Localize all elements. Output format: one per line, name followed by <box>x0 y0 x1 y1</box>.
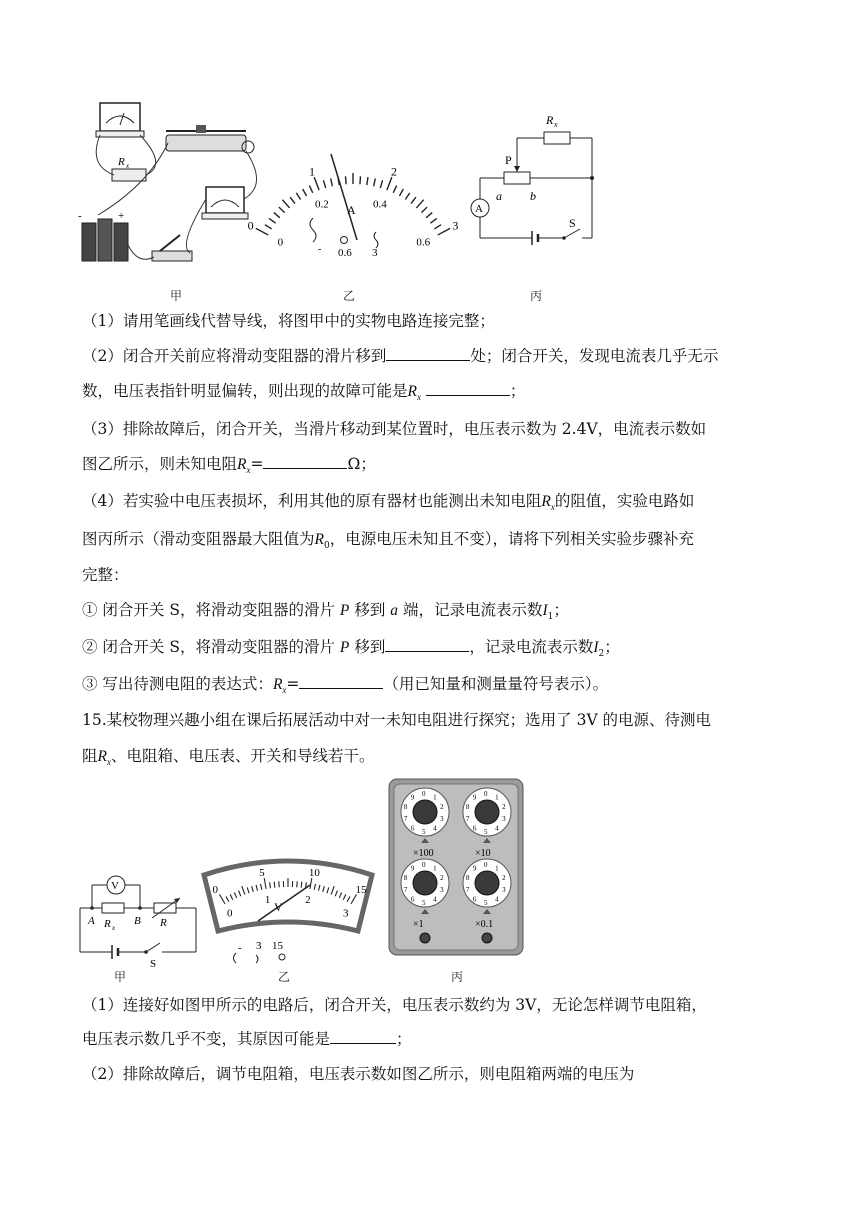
svg-text:x: x <box>554 120 558 129</box>
dial-tick <box>265 225 272 229</box>
dial-digit: 1 <box>495 864 499 873</box>
lower-scale-label: 0.4 <box>372 198 387 211</box>
lower-scale-label: 3 <box>343 907 349 920</box>
dial-digit: 9 <box>472 793 477 802</box>
dial-digit: 0 <box>484 861 488 869</box>
svg-text:x: x <box>112 924 116 932</box>
upper-scale-label: 1 <box>309 164 316 179</box>
lower-scale-label: 2 <box>305 893 311 906</box>
lower-scale-label: 0.6 <box>416 236 431 249</box>
multiplier-label: ×10 <box>475 848 491 859</box>
dial-digit: 8 <box>403 874 408 883</box>
dial-tick <box>374 178 376 186</box>
dial-tick <box>411 197 416 203</box>
terminal-label: 3 <box>372 247 378 259</box>
dial-tick <box>274 882 275 888</box>
photo-rx-label: R <box>118 156 125 168</box>
dial-tick <box>296 193 300 200</box>
dial-digit: 6 <box>410 824 415 833</box>
upper-scale-label: 10 <box>308 867 320 880</box>
figure-bottom-yi-voltmeter <box>198 853 378 965</box>
caption-bottom-bing: 丙 <box>451 970 464 984</box>
terminal-3 <box>256 955 258 963</box>
svg-text:b: b <box>530 189 536 203</box>
q15-stem-line1: 15.某校物理兴趣小组在课后拓展活动中对一未知电阻进行探究；选用了 3V 的电源、待测电 <box>82 711 712 729</box>
q14-step1: ① 闭合开关 S，将滑动变阻器的滑片 P 移到 a 端，记录电流表示数$I_1$； <box>82 601 569 623</box>
terminal-post <box>482 933 492 943</box>
terminal-label: 0.6 <box>338 247 352 259</box>
q14-step2: ② 闭合开关 S，将滑动变阻器的滑片 P 移到 ，记录电流表示数$I_2$； <box>82 638 620 660</box>
dial-tick <box>303 189 307 196</box>
dial-knob <box>475 871 499 895</box>
terminal-negative <box>310 218 316 242</box>
svg-text:-: - <box>78 210 82 222</box>
dial-tick <box>323 180 325 188</box>
dial-tick <box>434 225 441 229</box>
dial-digit: 0 <box>422 861 426 869</box>
terminal-3 <box>374 232 378 248</box>
dial-knob <box>475 800 499 824</box>
q14-part2-line2: 数，电压表指针明显偏转，则出现的故障可能是$R_x$ ； <box>82 382 526 403</box>
dial-tick <box>360 176 361 184</box>
dial-digit: 7 <box>403 885 408 894</box>
dial-digit: 4 <box>495 824 499 833</box>
svg-text:P: P <box>505 153 512 167</box>
dial-digit: 3 <box>502 814 506 823</box>
dial-digit: 6 <box>472 895 477 904</box>
dial-digit: 7 <box>403 814 408 823</box>
upper-scale-label: 0 <box>212 884 218 897</box>
dial-tick <box>274 213 280 218</box>
dial-tick <box>393 186 396 193</box>
dial-digit: 9 <box>472 864 477 873</box>
dial-digit: 0 <box>484 790 488 798</box>
dial-digit: 3 <box>440 885 444 894</box>
dial-digit: 1 <box>433 793 437 802</box>
figure-top-jia <box>78 95 278 275</box>
dial-unit: A <box>347 203 356 217</box>
dial-tick <box>301 882 302 888</box>
dial-digit: 8 <box>403 803 408 812</box>
q14-step3: ③ 写出待测电阻的表达式：$R_x=$ （用已知量和测量量符号表示）。 <box>82 675 609 696</box>
q15-stem-line2: 阻$R_x$、电阻箱、电压表、开关和导线若干。 <box>82 747 375 768</box>
svg-text:x: x <box>126 162 130 170</box>
dial-tick <box>405 193 409 200</box>
dial-tick <box>282 200 289 208</box>
svg-text:B: B <box>134 915 141 927</box>
lower-scale-label: 0 <box>277 236 284 249</box>
dial-tick <box>279 207 285 213</box>
figure-top-bing-circuit <box>460 108 610 253</box>
dial-knob <box>413 800 437 824</box>
dial-digit: 4 <box>433 895 437 904</box>
dial-tick <box>430 218 436 223</box>
terminal-0-6 <box>341 237 348 244</box>
terminal-negative <box>234 953 237 963</box>
caption-top-bing: 丙 <box>530 289 543 303</box>
q14-part4-line1: （4）若实验中电压表损坏，利用其他的原有器材也能测出未知电阻$R_x$的阻值，实验电路如 <box>82 492 695 513</box>
dial-digit: 2 <box>502 874 506 883</box>
dial-tick <box>346 176 347 184</box>
terminal-post <box>420 933 430 943</box>
lower-scale-label: 0 <box>227 907 233 920</box>
q14-part3-line2: 图乙所示，则未知电阻$R_x= \Omega$； <box>82 455 376 476</box>
dial-tick <box>367 177 368 185</box>
dial-digit: 5 <box>422 899 426 907</box>
dial-tick <box>256 228 268 235</box>
terminal-label: 3 <box>256 940 262 952</box>
dial-knob <box>413 871 437 895</box>
svg-text:A: A <box>475 203 483 215</box>
upper-scale-label: 3 <box>452 218 459 233</box>
multiplier-label: ×1 <box>413 919 424 930</box>
lower-scale-label: 0.2 <box>315 198 329 211</box>
dial-digit: 9 <box>410 864 415 873</box>
caption-top-yi: 乙 <box>343 289 356 303</box>
q15-part1-line2: 电压表示数几乎不变，其原因可能是 ； <box>82 1030 412 1048</box>
q15-part2: （2）排除故障后，调节电阻箱，电压表示数如图乙所示，则电阻箱两端的电压为 <box>82 1065 635 1083</box>
svg-text:R: R <box>104 918 111 930</box>
caption-bottom-jia: 甲 <box>114 970 127 984</box>
dial-digit: 2 <box>502 803 506 812</box>
svg-text:R: R <box>546 113 554 127</box>
dial-tick <box>331 178 333 186</box>
terminal-label: - <box>318 244 322 255</box>
svg-text:A: A <box>88 915 95 927</box>
dial-digit: 3 <box>440 814 444 823</box>
dial-digit: 1 <box>433 864 437 873</box>
dial-digit: 3 <box>502 885 506 894</box>
svg-text:a: a <box>496 189 502 203</box>
upper-scale-label: 5 <box>259 867 265 880</box>
svg-text:V: V <box>111 880 119 892</box>
dial-frame <box>204 861 372 931</box>
multiplier-label: ×100 <box>413 848 434 859</box>
q14-part2-line1: （2）闭合开关前应将滑动变阻器的滑片移到 处；闭合开关，发现电流表几乎无示 <box>82 347 719 365</box>
upper-scale-label: 15 <box>355 884 367 897</box>
lower-scale-label: 1 <box>264 893 271 906</box>
dial-tick <box>290 197 295 203</box>
dial-digit: 1 <box>495 793 499 802</box>
q14-part1: （1）请用笔画线代替导线，将图甲中的实物电路连接完整； <box>82 312 495 330</box>
figure-top-yi-ammeter <box>247 140 459 265</box>
dial-digit: 0 <box>422 790 426 798</box>
dial-tick <box>421 207 427 213</box>
dial-tick <box>399 189 403 196</box>
dial-digit: 5 <box>484 899 488 907</box>
upper-scale-label: 2 <box>390 164 397 179</box>
svg-text:S: S <box>569 216 576 230</box>
dial-digit: 9 <box>410 793 415 802</box>
svg-text:R: R <box>160 917 167 929</box>
dial-digit: 5 <box>422 828 426 836</box>
dial-tick <box>380 180 382 188</box>
dial-needle <box>331 154 357 240</box>
svg-text:+: + <box>118 210 125 222</box>
dial-tick <box>387 177 392 190</box>
svg-text:S: S <box>150 958 157 970</box>
terminal-label: 15 <box>272 940 283 952</box>
q14-part4-line3: 完整： <box>82 566 129 584</box>
dial-digit: 6 <box>410 895 415 904</box>
dial-digit: 6 <box>472 824 477 833</box>
dial-tick <box>314 177 319 190</box>
q15-part1-line1: （1）连接好如图甲所示的电路后，闭合开关，电压表示数约为 3V，无论怎样调节电阻箱， <box>82 996 707 1014</box>
dial-tick <box>269 218 275 223</box>
dial-digit: 4 <box>495 895 499 904</box>
dial-tick <box>309 186 312 193</box>
dial-digit: 8 <box>465 874 470 883</box>
figure-bottom-jia-circuit <box>76 870 206 970</box>
dial-digit: 7 <box>465 885 470 894</box>
caption-bottom-yi: 乙 <box>278 970 291 984</box>
dial-unit: V <box>274 900 283 914</box>
caption-top-jia: 甲 <box>170 289 183 303</box>
dial-tick <box>438 228 450 235</box>
upper-scale-label: 0 <box>247 218 254 233</box>
dial-digit: 4 <box>433 824 437 833</box>
dial-digit: 5 <box>484 828 488 836</box>
dial-digit: 7 <box>465 814 470 823</box>
multiplier-label: ×0.1 <box>475 919 494 930</box>
dial-digit: 8 <box>465 803 470 812</box>
terminal-label: - <box>238 942 242 954</box>
dial-tick <box>426 213 432 218</box>
dial-digit: 2 <box>440 874 444 883</box>
dial-tick <box>416 200 423 208</box>
terminal-15 <box>279 954 285 960</box>
q14-part4-line2: 图丙所示（滑动变阻器最大阻值为$R_0$，电源电压未知且不变），请将下列相关实验步骤补充 <box>82 530 694 552</box>
q14-part3-line1: （3）排除故障后，闭合开关，当滑片移动到某位置时，电压表示数为 2.4V，电流表示数如 <box>82 420 707 438</box>
dial-digit: 2 <box>440 803 444 812</box>
figure-bottom-bing-resistance-box <box>388 778 524 956</box>
